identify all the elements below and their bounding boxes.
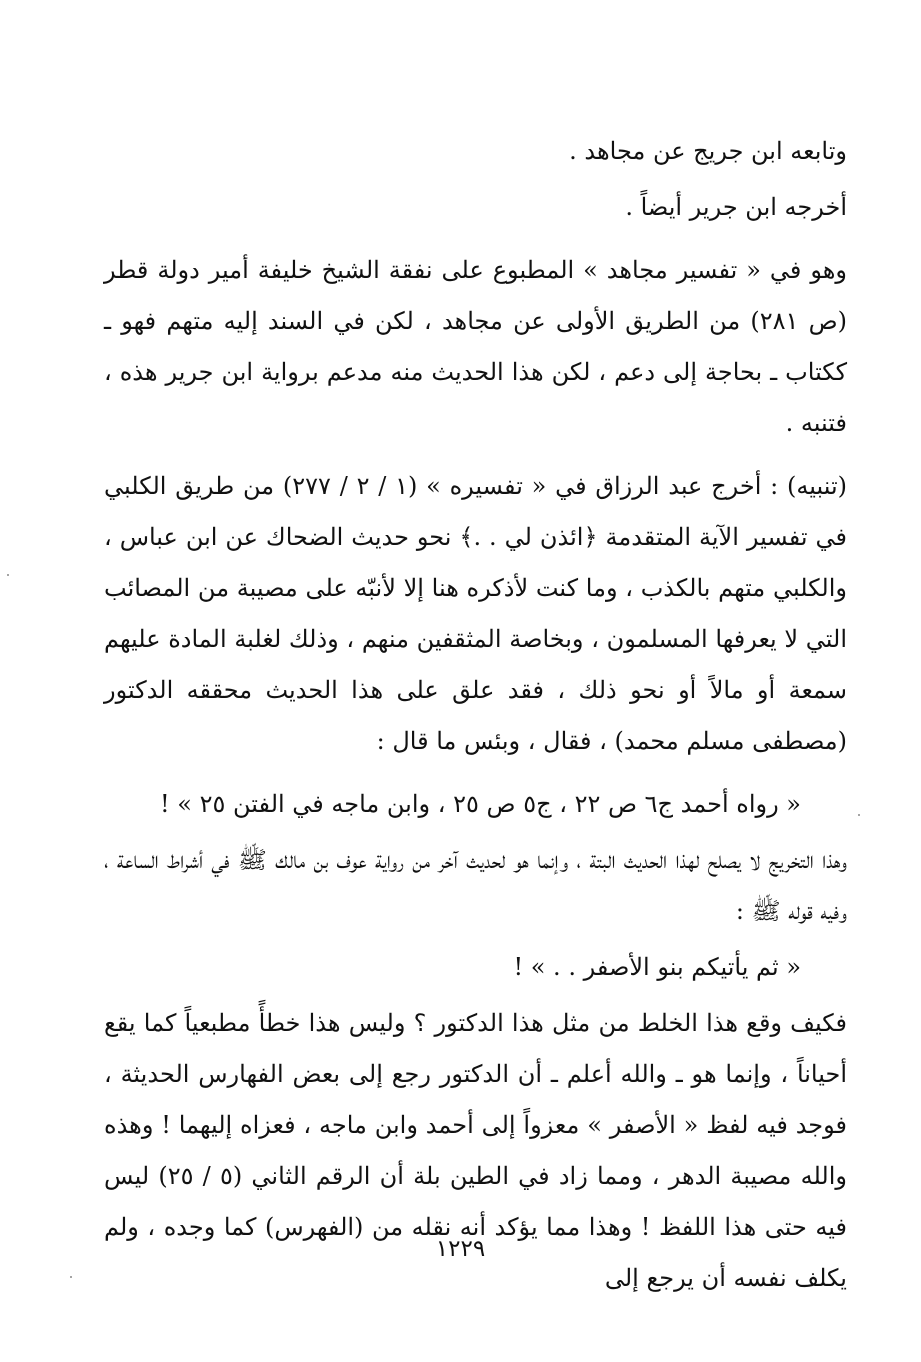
paragraph-ibn-jurayj-follow: وتابعه ابن جريج عن مجاهد . — [569, 137, 847, 165]
page-body — [104, 126, 847, 1304]
paragraph-hadith-quote: « ثم يأتيكم بنو الأصفر . . » ! — [513, 953, 801, 981]
paragraph-ibn-jarir-reference: أخرجه ابن جرير أيضاً . — [625, 193, 847, 221]
scan-speck — [858, 814, 860, 816]
page-number: ١٢٢٩ — [435, 1236, 486, 1262]
paragraph-tanbih-note: (تنبيه) : أخرج عبد الرزاق في « تفسيره » (١ / ٢ / ٢٧٧) من طريق الكلبي في تفسير الآية المتقدمة ﴿ائذن لي . .﴾ نحو حديث الضحاك عن ابن عباس ، والكلبي متهم بالكذب ، وما كنت لأذكره هنا إلا لأنبّه على مصيبة من المصائب التي لا يعرفها المسلمون ، وبخاصة المثقفين منهم ، وذلك لغلبة المادة عليهم سمعة أو مالاً أو نحو ذلك ، فقد علق على هذا الحديث محققه الدكتور (مصطفى مسلم محمد) ، فقال ، وبئس ما قال : — [104, 472, 848, 755]
scan-speck — [7, 574, 9, 576]
paragraph-takhrij-critique: وهذا التخريج لا يصلح لهذا الحديث البتة ، وإنما هو لحديث آخر من رواية عوف بن مالك ﷺ في أشراط الساعة ، وفيه قوله ﷺ : — [104, 846, 847, 925]
paragraph-tafsir-mujahid: وهو في « تفسير مجاهد » المطبوع على نفقة الشيخ خليفة أمير دولة قطر (ص ٢٨١) من الطريق الأولى عن مجاهد ، لكن في السند إليه متهم فهو ـ ككتاب ـ بحاجة إلى دعم ، لكن هذا الحديث منه مدعم برواية ابن جرير هذه ، فتنبه . — [104, 256, 848, 437]
paragraph-error-explanation: فكيف وقع هذا الخلط من مثل هذا الدكتور ؟ وليس هذا خطأً مطبعياً كما يقع أحياناً ، وإنما هو ـ والله أعلم ـ أن الدكتور رجع إلى بعض الفهارس الحديثة ، فوجد فيه لفظ « الأصفر » معزواً إلى أحمد وابن ماجه ، فعزاه إليهما ! وهذه والله مصيبة الدهر ، ومما زاد في الطين بلة أن الرقم الثاني (٥ / ٢٥) ليس فيه حتى هذا اللفظ ! وهذا مما يؤكد أنه نقله من (الفهرس) كما وجده ، ولم يكلف نفسه أن يرجع إلى — [104, 1009, 848, 1292]
paragraph-editor-quote: « رواه أحمد ج٦ ص ٢٢ ، ج٥ ص ٢٥ ، وابن ماجه في الفتن ٢٥ » ! — [160, 790, 801, 818]
scan-speck — [70, 1276, 72, 1278]
